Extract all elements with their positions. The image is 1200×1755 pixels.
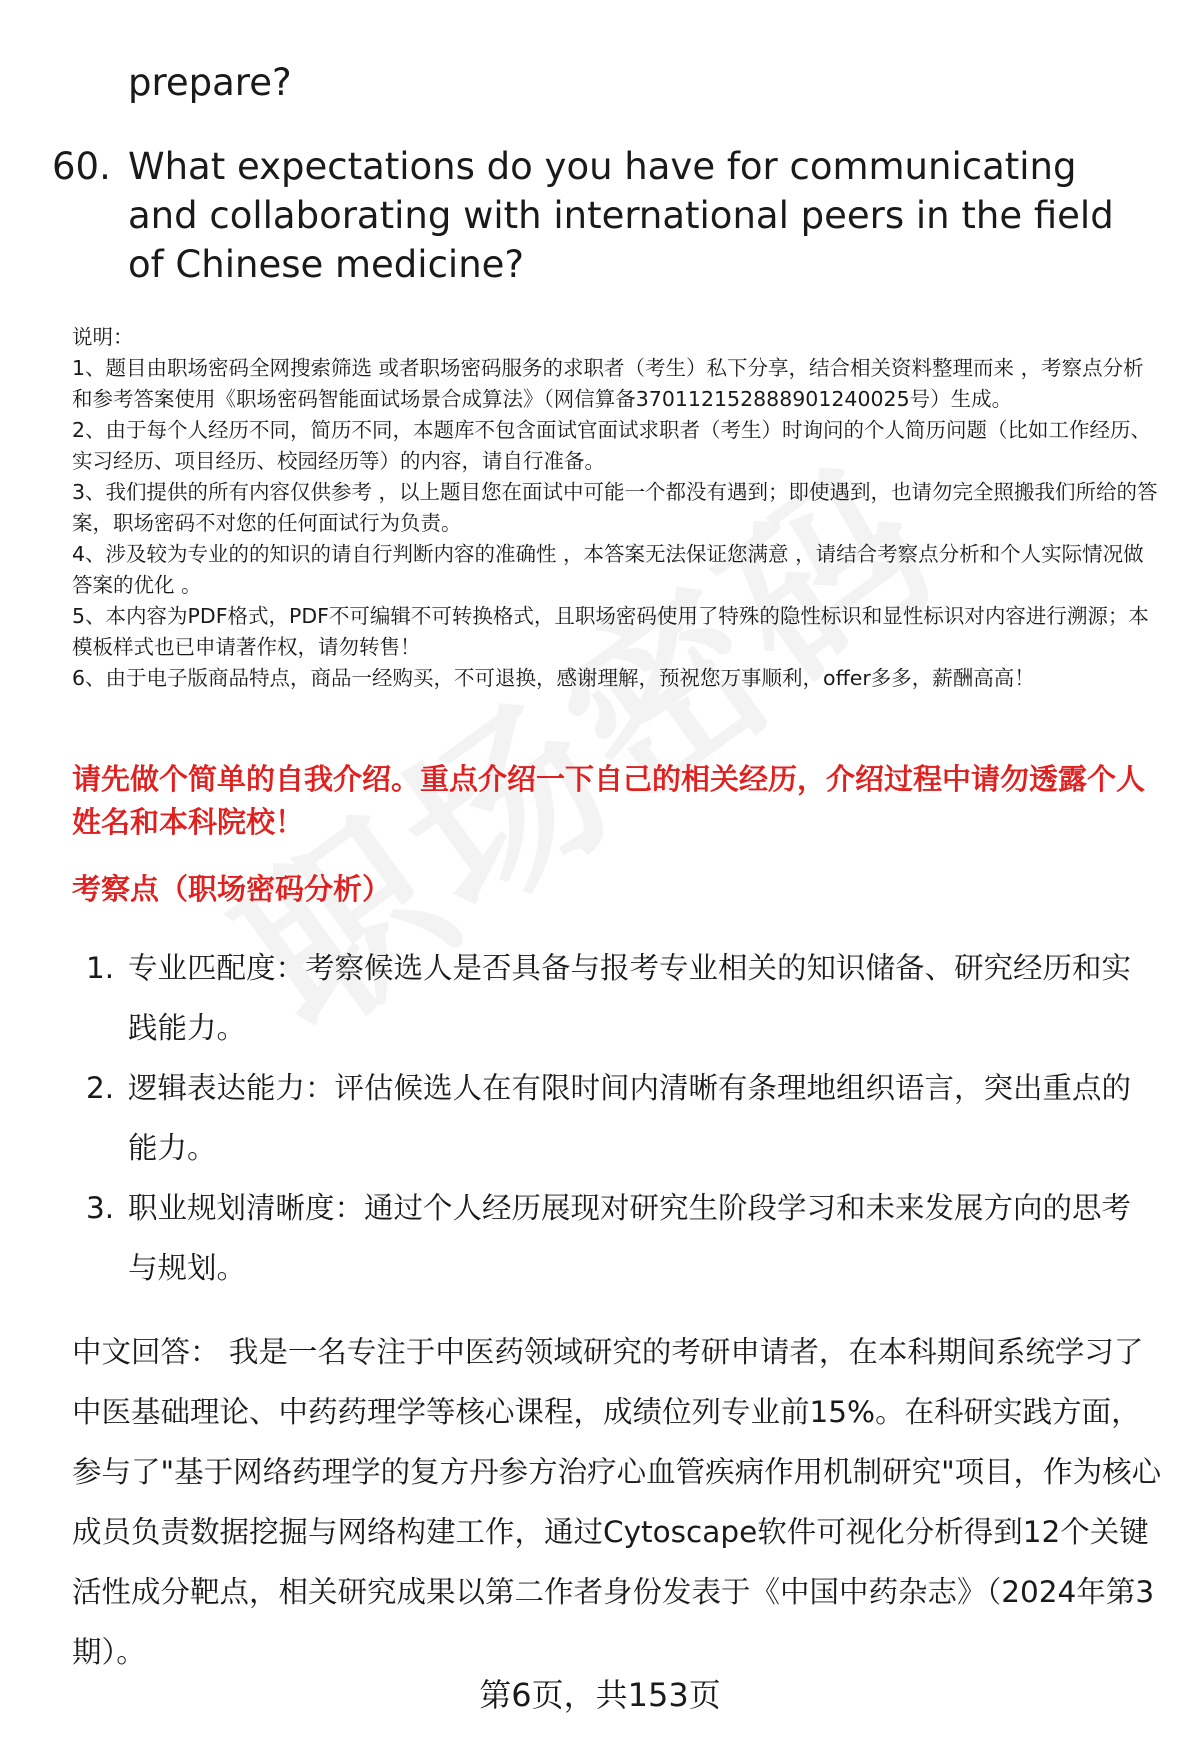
question-item: [52, 142, 1132, 289]
question-text: What expectations do you have for communicating and collaborating with international peers in the field of Chinese medicine?: [128, 145, 1114, 286]
interview-question: 请先做个简单的自我介绍。重点介绍一下自己的相关经历，介绍过程中请勿透露个人姓名和本科院校！: [72, 762, 1146, 839]
note-item: 2、由于每个人经历不同，简历不同，本题库不包含面试官面试求职者（考生）时询问的个人简历问题（比如工作经历、实习经历、项目经历、校园经历等）的内容，请自行准备。: [72, 418, 1152, 473]
page-footer: 第6页，共153页: [479, 1676, 721, 1714]
question-number: 60.: [52, 145, 111, 188]
previous-question-tail: prepare?: [128, 61, 292, 104]
notes-title: 说明：: [72, 325, 134, 349]
point-number: 1.: [86, 951, 115, 985]
analysis-point: [80, 938, 1160, 1058]
analysis-point: [80, 1058, 1160, 1178]
answer-block: [72, 1322, 1164, 1682]
answer-text: 我是一名专注于中医药领域研究的考研申请者，在本科期间系统学习了中医基础理论、中药药理学等核心课程，成绩位列专业前15%。在科研实践方面，参与了"基于网络药理学的复方丹参方治疗心血管疾病作用机制研究"项目，作为核心成员负责数据挖掘与网络构建工作，通过Cytoscape软件可视化分析得到12个关键活性成分靶点，相关研究成果以第二作者身份发表于《中国中药杂志》（2024年第3期）。: [72, 1335, 1162, 1669]
analysis-points: [80, 938, 1160, 1298]
point-text: 逻辑表达能力：评估候选人在有限时间内清晰有条理地组织语言，突出重点的能力。: [128, 1071, 1132, 1165]
analysis-point: [80, 1178, 1160, 1298]
analysis-heading: 考察点（职场密码分析）: [72, 872, 392, 906]
point-number: 2.: [86, 1071, 115, 1105]
note-item: 5、本内容为PDF格式，PDF不可编辑不可转换格式，且职场密码使用了特殊的隐性标识和显性标识对内容进行溯源；本模板样式也已申请著作权，请勿转售！: [72, 604, 1149, 659]
point-text: 专业匹配度：考察候选人是否具备与报考专业相关的知识储备、研究经历和实践能力。: [128, 951, 1132, 1045]
point-number: 3.: [86, 1191, 115, 1225]
answer-label: 中文回答：: [72, 1335, 220, 1369]
note-item: 6、由于电子版商品特点，商品一经购买，不可退换，感谢理解，预祝您万事顺利，offer多多，薪酬高高！: [72, 666, 1035, 690]
note-item: 3、我们提供的所有内容仅供参考 ，以上题目您在面试中可能一个都没有遇到；即使遇到，也请勿完全照搬我们所给的答案，职场密码不对您的任何面试行为负责。: [72, 480, 1158, 535]
point-text: 职业规划清晰度：通过个人经历展现对研究生阶段学习和未来发展方向的思考与规划。: [128, 1191, 1132, 1285]
note-item: 4、涉及较为专业的的知识的请自行判断内容的准确性 ，本答案无法保证您满意 ，请结合考察点分析和个人实际情况做答案的优化 。: [72, 542, 1144, 597]
note-item: 1、题目由职场密码全网搜索筛选 或者职场密码服务的求职者（考生）私下分享，结合相关资料整理而来 ，考察点分析和参考答案使用《职场密码智能面试场景合成算法》（网信算备370112152888901240025号）生成。: [72, 356, 1144, 411]
notes-block: [72, 322, 1162, 694]
